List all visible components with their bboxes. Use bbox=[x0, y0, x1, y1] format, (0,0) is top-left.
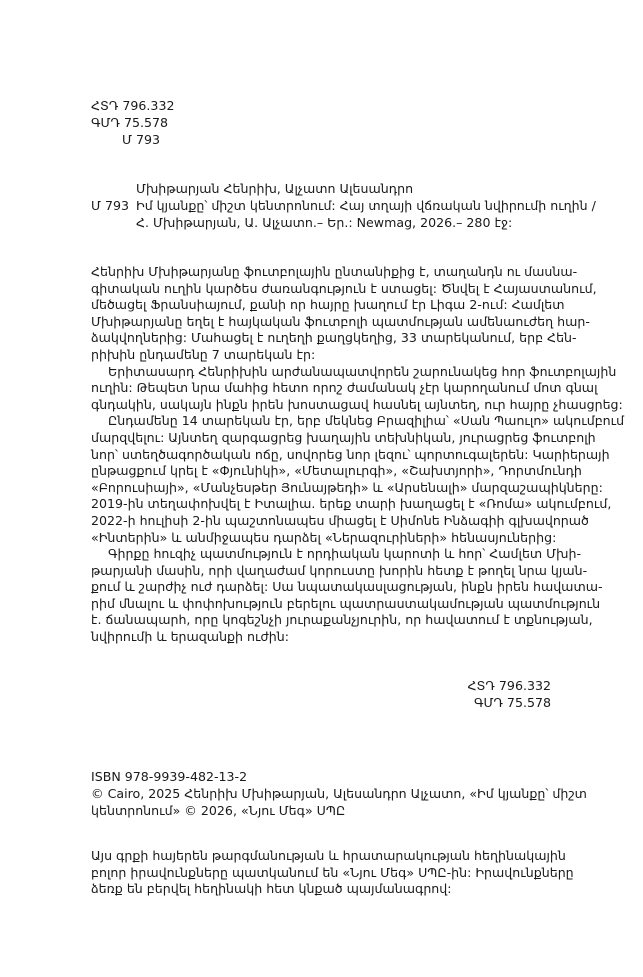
annotation-line: Ընդամենը 14 տարեկան էր, երբ մեկնեց Բրազիլիա՝ «Սան Պաուլո» ակումբում bbox=[108, 413, 625, 429]
annotation-line: քում և շարժիչ ուժ դարձել: Սա նպատակասլացության, ինքն իրեն հավատա- bbox=[91, 579, 603, 595]
catalog-imprint: Հ. Մխիթարյան, Ա. Ալչատո.– Եր.: Newmag, 2026.– 280 էջ: bbox=[136, 215, 513, 230]
annotation-line: րիխին ընդամենը 7 տարեկան էր: bbox=[91, 346, 316, 362]
rights-line: բոլոր իրավունքները պատկանում են «Նյու Մեգ» ՍՊԸ-ին: Իրավունքները bbox=[91, 864, 574, 880]
annotation-line: 2019-ին տեղափոխվել է Իտալիա. երեք տարի խաղացել է «Ռոմա» ակումբում, bbox=[91, 496, 612, 512]
copyright-line: © Cairo, 2025 Հենրիխ Մխիթարյան, Ալեսանդրո Ալչատո, «Իմ կյանքը՝ միշտ bbox=[91, 786, 587, 801]
copyright-line: կենտրոնում» © 2026, «Նյու Մեգ» ՍՊԸ bbox=[91, 802, 346, 818]
rights-line: Այս գրքի հայերեն թարգմանության և հրատարակության հեղինակային bbox=[91, 848, 566, 863]
annotation-line: գիտական ուղին կարծես ժառանգություն է ստացել: Ծնվել է Հայաստանում, bbox=[91, 280, 597, 296]
annotation-line: մարզվելու: Այնտեղ զարգացրեց խաղային տեխնիկան, յուրացրեց ֆուտբոլի bbox=[91, 429, 596, 445]
annotation-line: ուղին: Թեպետ նրա մահից հետո որոշ ժամանակ չէր կարողանում մոտ գնալ bbox=[91, 380, 598, 396]
annotation-line: րիմ մնալու և փոփոխություն բերելու պատրաստակամության պատմություն bbox=[91, 595, 601, 611]
annotation-line: «Ինտերին» և անմիջապես դարձել «Ներազուրիների» հենասյուներից: bbox=[91, 529, 557, 545]
rights-notice bbox=[91, 848, 574, 898]
annotation-line: նոր՝ ստեղծագործական ոճը, սովորեց նոր լեզու՝ պորտուգալերեն: Կարիերայի bbox=[91, 446, 610, 462]
annotation-line: Երիտասարդ Հենրիխին արժանապատվորեն շարունակեց հոր ֆուտբոլային bbox=[108, 363, 617, 379]
catalog-title: Իմ կյանքը՝ միշտ կենտրոնում: Հայ տղայի վճռական նվիրումի ուղին / bbox=[136, 198, 596, 213]
annotation-line: գնդակին, սակայն ինքն իրեն խոստացավ հասնել այնտեղ, ուր հայրը չհասցրեց: bbox=[91, 396, 623, 412]
annotation-text bbox=[91, 264, 625, 646]
bbk-code-bottom: ԳՄԴ 75.578 bbox=[473, 695, 551, 710]
copyright-notice bbox=[91, 786, 587, 819]
annotation-line: նվիրումի և երազանքի ուժին: bbox=[91, 629, 289, 645]
annotation-line: Գիրքը հուզիչ պատմություն է որդիական կարոտի և հոր՝ Համլետ Մխի- bbox=[108, 546, 582, 562]
annotation-line: է. ճանապարհ, որը կոգեշնչի յուրաքանչյուրին, որ հավատում է տքնության, bbox=[91, 612, 593, 628]
isbn: ISBN 978-9939-482-13-2 bbox=[91, 769, 248, 784]
annotation-line: ձակվողներից: Մահացել է ուղեղի քաղցկեղից, 33 տարեկանում, երբ Հեն- bbox=[91, 330, 577, 346]
annotation-line: ընթացքում կրել է «Փյունիկի», «Մետալուրգի», «Շախտյորի», Դորտմունդի bbox=[91, 463, 582, 479]
author-mark-top: Մ 793 bbox=[122, 132, 161, 147]
catalog-authors: Մխիթարյան Հենրիխ, Ալչատո Ալեսանդրո bbox=[136, 181, 414, 196]
annotation-line: մեծացել Ֆրանսիայում, քանի որ հայրը խաղում էր Լիգա 2-ում: Համլետ bbox=[91, 297, 565, 313]
udc-code-bottom: ՀՏԴ 796.332 bbox=[467, 678, 551, 693]
annotation-line: թարյանի մասին, որի վաղաժամ կորուստը խորին հետք է թողել նրա կյան- bbox=[91, 562, 588, 578]
udc-code-top: ՀՏԴ 796.332 bbox=[91, 98, 175, 113]
catalog-code: Մ 793 bbox=[91, 198, 130, 213]
annotation-line: 2022-ի հուլիսի 2-ին պաշտոնապես միացել է Սիմոնե Ինձագիի գլխավորած bbox=[91, 512, 589, 528]
annotation-line: Հենրիխ Մխիթարյանը ֆուտբոլային ընտանիքից է, տաղանդն ու մասնա- bbox=[91, 264, 578, 279]
annotation-line: Մխիթարյանը եղել է հայկական ֆուտբոլի պատմության ամենաուժեղ հար- bbox=[91, 313, 590, 329]
annotation-line: «Բորուսիայի», «Մանչեսթեր Յունայթեդի» և «Արսենալի» մարզաշապիկները: bbox=[91, 479, 603, 495]
rights-line: ձեռք են բերվել հեղինակի հետ կնքած պայմանագրով: bbox=[91, 881, 452, 897]
bbk-code-top: ԳՄԴ 75.578 bbox=[91, 115, 169, 130]
